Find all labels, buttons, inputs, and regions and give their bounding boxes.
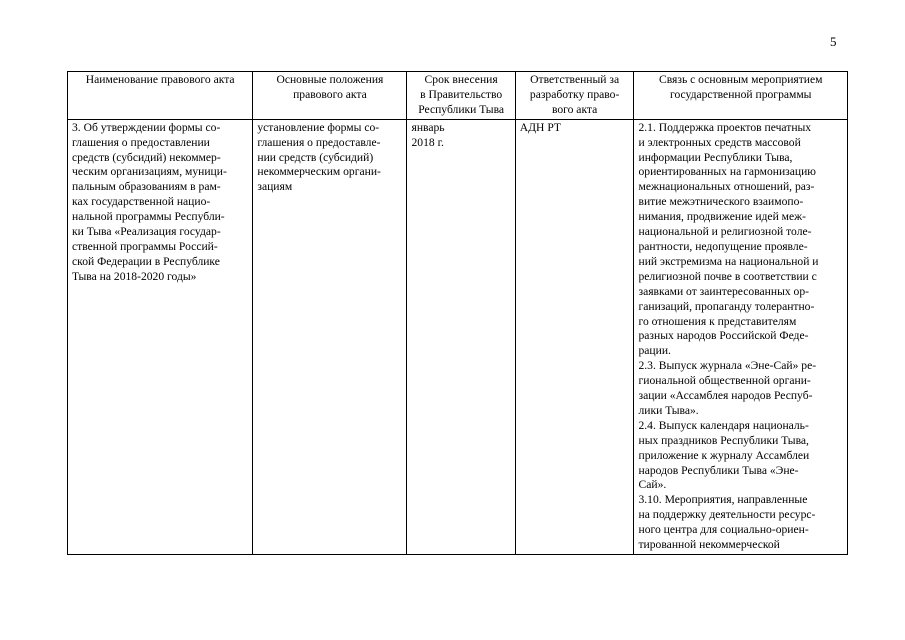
table-row — [68, 119, 848, 554]
header-row — [68, 72, 848, 120]
legal-acts-table — [67, 71, 848, 555]
table-body — [68, 119, 848, 554]
header-responsible: Ответственный за разработку право- вого акта — [515, 72, 634, 120]
cell-program-link: 2.1. Поддержка проектов печатных и электронных средств массовой информации Республики Тыва, ориентированных на гармонизацию межнациональных отношений, раз- витие межэтнического взаимопо- нимания, продвижение идей меж- национальной и религиозной толе- рантности, недопущение проявле- ний экстремизма на национальной и религиозной почве в соответствии с заявками от заинтересованных ор- ганизаций, пропаганду толерантно- го отношения к представителям разных народов Российской Феде- рации. 2.3. Выпуск журнала «Эне-Сай» ре- гиональной общественной органи- зации «Ассамблея народов Респуб- лики Тыва». 2.4. Выпуск календаря националь- ных праздников Республики Тыва, приложение к журналу Ассамблеи народов Республики Тыва «Эне- Сай». 3.10. Мероприятия, направленные на поддержку деятельности ресурс- ного центра для социально-ориен- тированной некоммерческой — [634, 119, 848, 554]
cell-act-name: 3. Об утверждении формы со- глашения о предоставлении средств (субсидий) некоммер- ческим организациям, муници- пальным образованиям в рам- ках государственной нацио- нальной программы Республи- ки Тыва «Реализация государ- ственной программы Россий- ской Федерации в Республике Тыва на 2018-2020 годы» — [68, 119, 253, 554]
page-number: 5 — [830, 34, 837, 49]
cell-deadline: январь 2018 г. — [407, 119, 515, 554]
header-program-link: Связь с основным мероприятием государственной программы — [634, 72, 848, 120]
header-deadline: Срок внесения в Правительство Республики Тыва — [407, 72, 515, 120]
header-main-provisions: Основные положения правового акта — [253, 72, 407, 120]
header-act-name: Наименование правового акта — [68, 72, 253, 120]
table-header — [68, 72, 848, 120]
cell-responsible: АДН РТ — [515, 119, 634, 554]
cell-main-provisions: установление формы со- глашения о предоставле- нии средств (субсидий) некоммерческим органи- зациям — [253, 119, 407, 554]
